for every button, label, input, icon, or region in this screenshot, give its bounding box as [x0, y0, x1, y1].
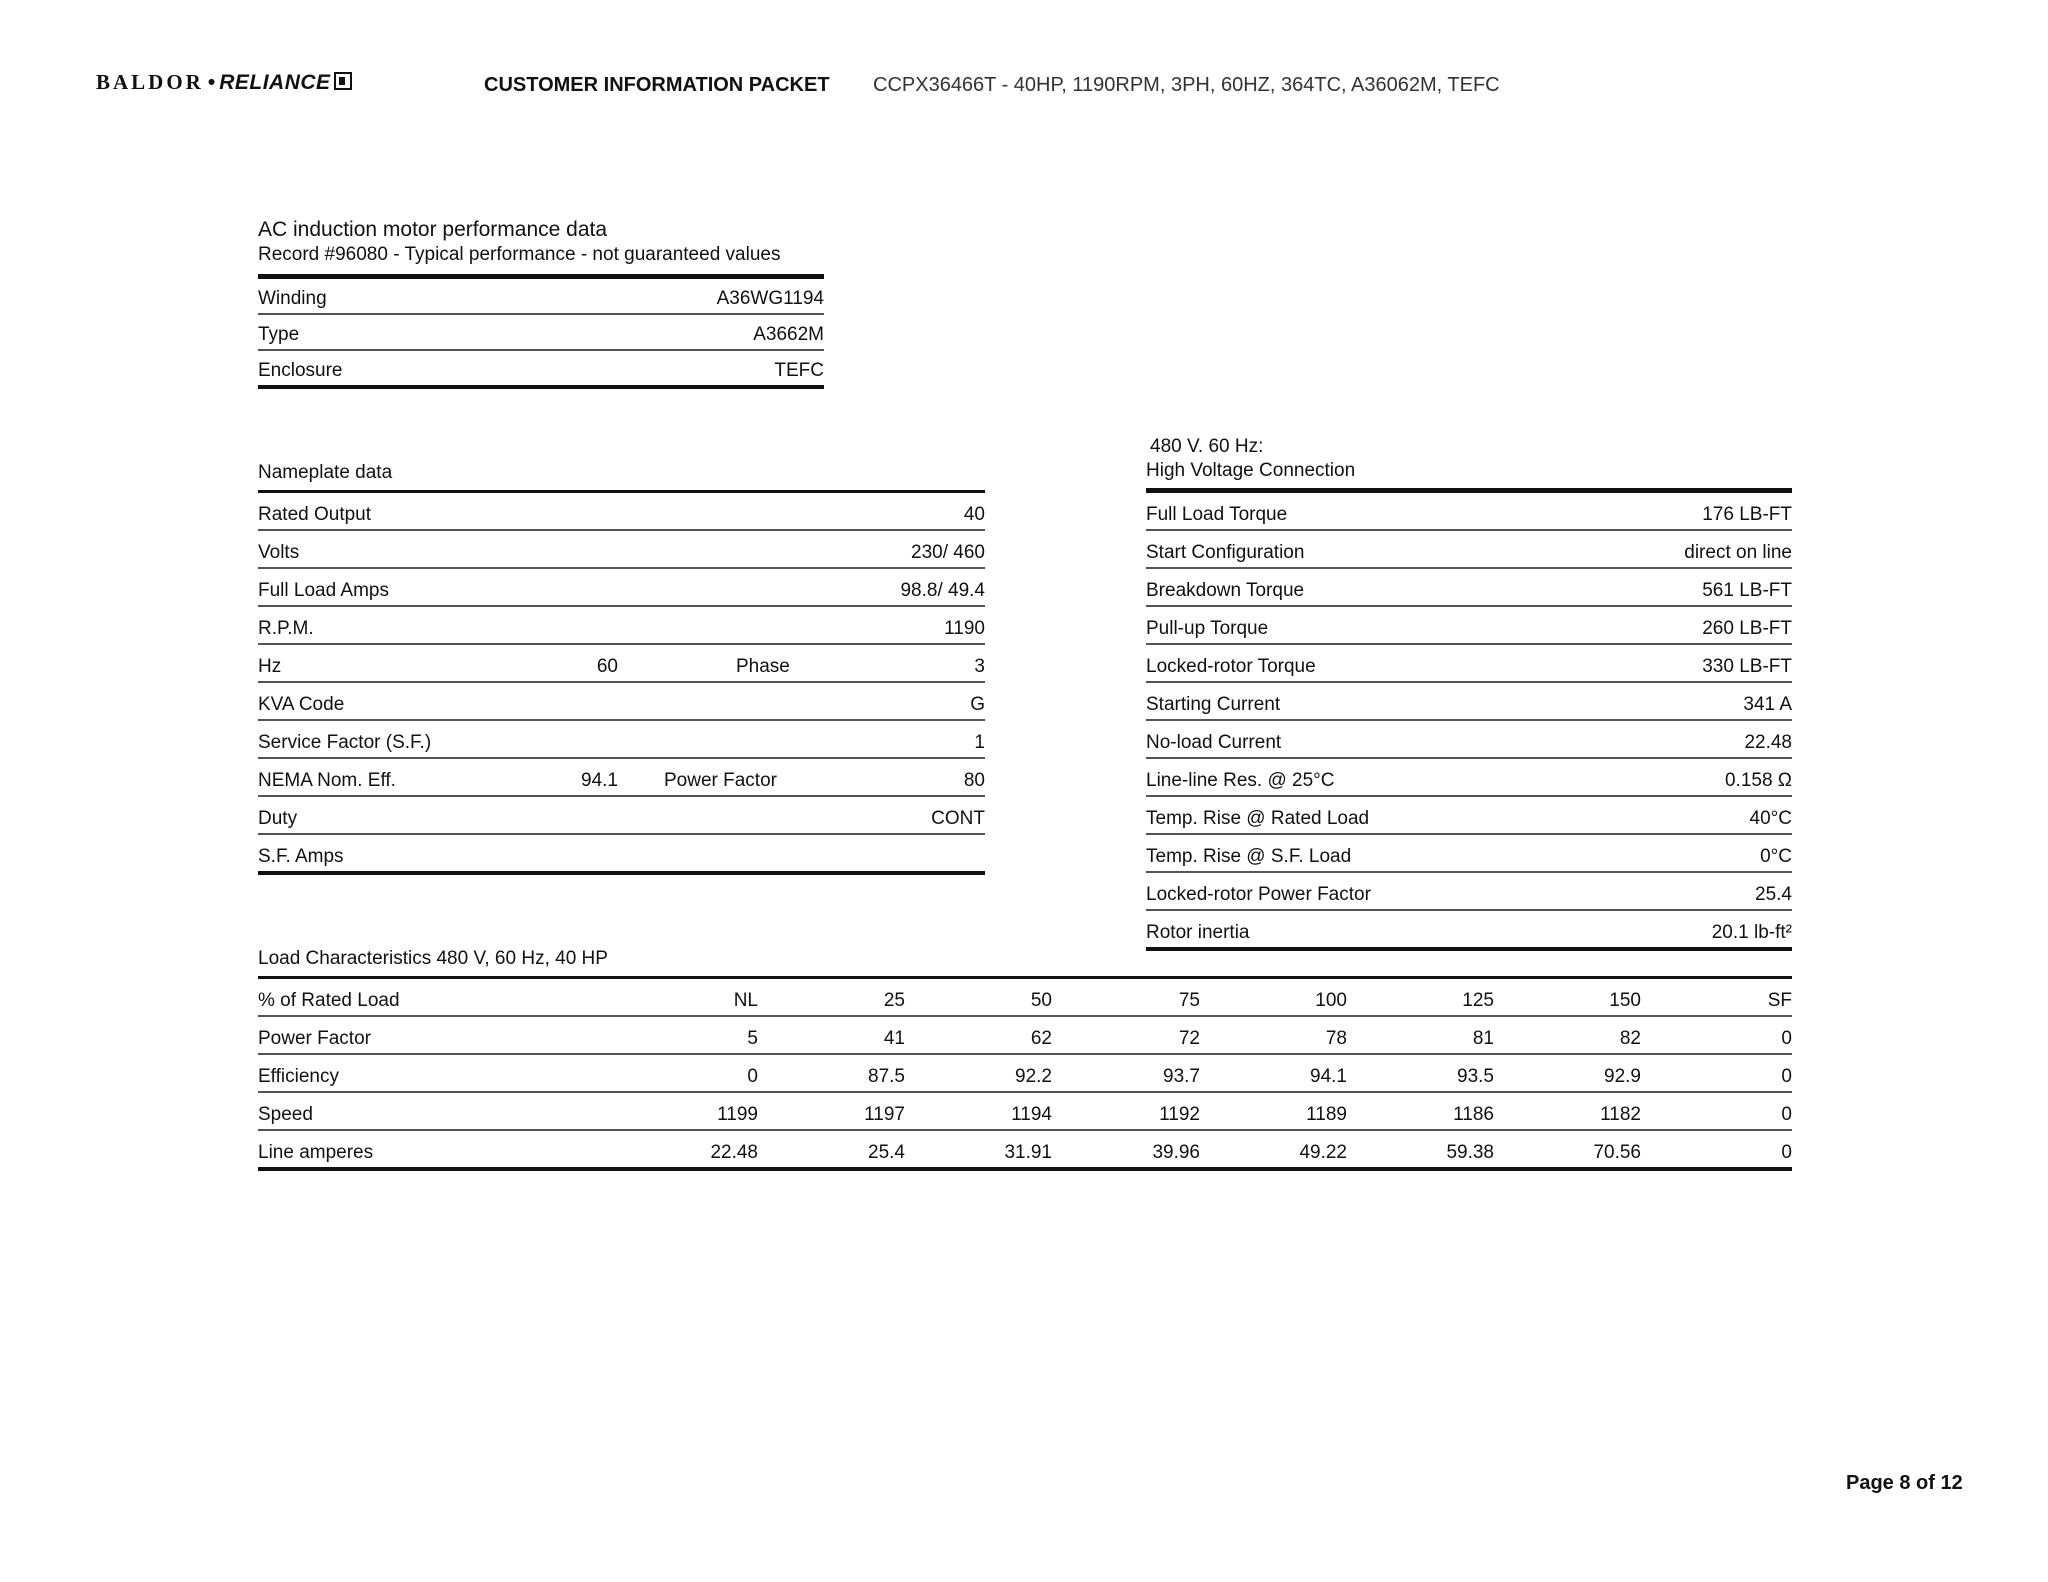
table-row — [1146, 606, 1792, 644]
row-label: NEMA Nom. Eff. — [258, 758, 528, 796]
brand-mark-icon — [334, 72, 352, 90]
cell: 93.7 — [1052, 1054, 1200, 1092]
cell: 94.1 — [1200, 1054, 1347, 1092]
row-value — [790, 834, 985, 873]
load-title: Load Characteristics 480 V, 60 Hz, 40 HP — [258, 948, 608, 969]
brand-separator: • — [207, 71, 216, 94]
cell: 0 — [1641, 1092, 1792, 1130]
row-label: Rated Output — [258, 492, 528, 531]
cell: 72 — [1052, 1016, 1200, 1054]
table-row — [258, 1054, 1792, 1092]
row-label: Pull-up Torque — [1146, 606, 1583, 644]
row-value: 260 LB-FT — [1583, 606, 1792, 644]
row-label: Type — [258, 314, 507, 350]
load-characteristics-block — [258, 948, 1792, 1171]
table-row — [258, 314, 824, 350]
cell: 92.9 — [1494, 1054, 1641, 1092]
row-label: Winding — [258, 277, 507, 315]
nameplate-block — [258, 462, 985, 875]
row-mid-label: Phase — [618, 644, 790, 682]
packet-title: CUSTOMER INFORMATION PACKET — [484, 74, 830, 96]
row-label: Hz — [258, 644, 528, 682]
row-value: 561 LB-FT — [1583, 568, 1792, 606]
performance-data-block — [258, 218, 824, 389]
page-number: Page 8 of 12 — [1846, 1472, 1963, 1494]
row-label: Locked-rotor Power Factor — [1146, 872, 1583, 910]
row-label: Service Factor (S.F.) — [258, 720, 528, 758]
brand-reliance: RELIANCE — [219, 71, 331, 94]
table-row — [1146, 644, 1792, 682]
row-value: 98.8/ 49.4 — [790, 568, 985, 606]
row-label: Power Factor — [258, 1016, 498, 1054]
row-value: direct on line — [1583, 530, 1792, 568]
row-value: 40°C — [1583, 796, 1792, 834]
table-row — [1146, 758, 1792, 796]
high-voltage-table — [1146, 488, 1792, 951]
cell: 62 — [905, 1016, 1052, 1054]
row-label: Start Configuration — [1146, 530, 1583, 568]
load-characteristics-table — [258, 976, 1792, 1171]
table-row — [1146, 491, 1792, 531]
row-label: No-load Current — [1146, 720, 1583, 758]
row-label: R.P.M. — [258, 606, 528, 644]
cell: 49.22 — [1200, 1130, 1347, 1169]
row-label: Speed — [258, 1092, 498, 1130]
cell: 41 — [758, 1016, 905, 1054]
table-row — [258, 1016, 1792, 1054]
cell: 1189 — [1200, 1092, 1347, 1130]
nameplate-table — [258, 490, 985, 875]
cell: 25 — [758, 978, 905, 1017]
performance-table — [258, 274, 824, 389]
product-description: CCPX36466T - 40HP, 1190RPM, 3PH, 60HZ, 364TC, A36062M, TEFC — [873, 74, 1500, 96]
table-row — [1146, 530, 1792, 568]
cell: 1186 — [1347, 1092, 1494, 1130]
performance-subtitle: Record #96080 - Typical performance - not guaranteed values — [258, 244, 781, 265]
table-row — [258, 530, 985, 568]
table-row — [258, 277, 824, 315]
row-value: 3 — [790, 644, 985, 682]
row-value: 330 LB-FT — [1583, 644, 1792, 682]
brand-logo — [96, 70, 352, 95]
table-row — [258, 606, 985, 644]
cell: 150 — [1494, 978, 1641, 1017]
row-value: 1 — [790, 720, 985, 758]
row-mid-value: 60 — [528, 644, 618, 682]
high-voltage-block — [1146, 436, 1792, 951]
row-value: 40 — [790, 492, 985, 531]
row-value: 0.158 Ω — [1583, 758, 1792, 796]
cell: 1192 — [1052, 1092, 1200, 1130]
table-row — [258, 720, 985, 758]
cell: 93.5 — [1347, 1054, 1494, 1092]
table-row — [258, 978, 1792, 1017]
row-value: A36WG1194 — [507, 277, 824, 315]
cell: 87.5 — [758, 1054, 905, 1092]
table-row — [258, 682, 985, 720]
row-label: Locked-rotor Torque — [1146, 644, 1583, 682]
row-value: G — [790, 682, 985, 720]
cell: 22.48 — [498, 1130, 758, 1169]
row-label: Temp. Rise @ S.F. Load — [1146, 834, 1583, 872]
row-value: 20.1 lb-ft² — [1583, 910, 1792, 949]
row-value: 176 LB-FT — [1583, 491, 1792, 531]
cell: 0 — [1641, 1130, 1792, 1169]
cell: 1182 — [1494, 1092, 1641, 1130]
table-row — [1146, 834, 1792, 872]
row-label: Starting Current — [1146, 682, 1583, 720]
cell: NL — [498, 978, 758, 1017]
row-label: S.F. Amps — [258, 834, 528, 873]
row-value: 25.4 — [1583, 872, 1792, 910]
table-row — [258, 834, 985, 873]
row-label: Full Load Amps — [258, 568, 528, 606]
nameplate-title: Nameplate data — [258, 462, 393, 483]
performance-title: AC induction motor performance data — [258, 218, 608, 241]
row-label: Enclosure — [258, 350, 507, 387]
table-row — [1146, 796, 1792, 834]
table-row — [258, 492, 985, 531]
cell: 1197 — [758, 1092, 905, 1130]
row-label: Full Load Torque — [1146, 491, 1583, 531]
row-value: 1190 — [790, 606, 985, 644]
table-row — [258, 1092, 1792, 1130]
table-row — [1146, 720, 1792, 758]
row-label: Rotor inertia — [1146, 910, 1583, 949]
row-label: Volts — [258, 530, 528, 568]
cell: 59.38 — [1347, 1130, 1494, 1169]
row-value: CONT — [790, 796, 985, 834]
cell: 39.96 — [1052, 1130, 1200, 1169]
row-label: Breakdown Torque — [1146, 568, 1583, 606]
row-mid-label: Power Factor — [618, 758, 790, 796]
cell: 0 — [1641, 1054, 1792, 1092]
table-row — [258, 796, 985, 834]
row-label: Duty — [258, 796, 528, 834]
cell: 82 — [1494, 1016, 1641, 1054]
table-row — [258, 350, 824, 387]
cell: 0 — [498, 1054, 758, 1092]
row-label: % of Rated Load — [258, 978, 498, 1017]
cell: 70.56 — [1494, 1130, 1641, 1169]
row-value: A3662M — [507, 314, 824, 350]
row-label: Line amperes — [258, 1130, 498, 1169]
cell: 125 — [1347, 978, 1494, 1017]
cell: 92.2 — [905, 1054, 1052, 1092]
cell: 75 — [1052, 978, 1200, 1017]
cell: 81 — [1347, 1016, 1494, 1054]
row-value: 341 A — [1583, 682, 1792, 720]
row-label: Efficiency — [258, 1054, 498, 1092]
table-row — [1146, 872, 1792, 910]
table-row — [1146, 568, 1792, 606]
row-label: Temp. Rise @ Rated Load — [1146, 796, 1583, 834]
table-row — [1146, 910, 1792, 949]
brand-baldor: BALDOR — [96, 70, 204, 94]
cell: 50 — [905, 978, 1052, 1017]
hv-title-line1: 480 V. 60 Hz: — [1150, 436, 1264, 457]
table-row — [258, 758, 985, 796]
table-row — [258, 644, 985, 682]
row-label: KVA Code — [258, 682, 528, 720]
row-value: TEFC — [507, 350, 824, 387]
cell: 1199 — [498, 1092, 758, 1130]
row-value: 230/ 460 — [790, 530, 985, 568]
cell: 25.4 — [758, 1130, 905, 1169]
cell: 100 — [1200, 978, 1347, 1017]
row-value: 22.48 — [1583, 720, 1792, 758]
cell: 1194 — [905, 1092, 1052, 1130]
row-label: Line-line Res. @ 25°C — [1146, 758, 1583, 796]
row-value: 80 — [790, 758, 985, 796]
row-mid-value: 94.1 — [528, 758, 618, 796]
cell: 78 — [1200, 1016, 1347, 1054]
cell: 0 — [1641, 1016, 1792, 1054]
cell: 31.91 — [905, 1130, 1052, 1169]
hv-title-line2: High Voltage Connection — [1146, 460, 1356, 481]
row-value: 0°C — [1583, 834, 1792, 872]
table-row — [258, 1130, 1792, 1169]
cell: 5 — [498, 1016, 758, 1054]
table-row — [258, 568, 985, 606]
table-row — [1146, 682, 1792, 720]
cell: SF — [1641, 978, 1792, 1017]
